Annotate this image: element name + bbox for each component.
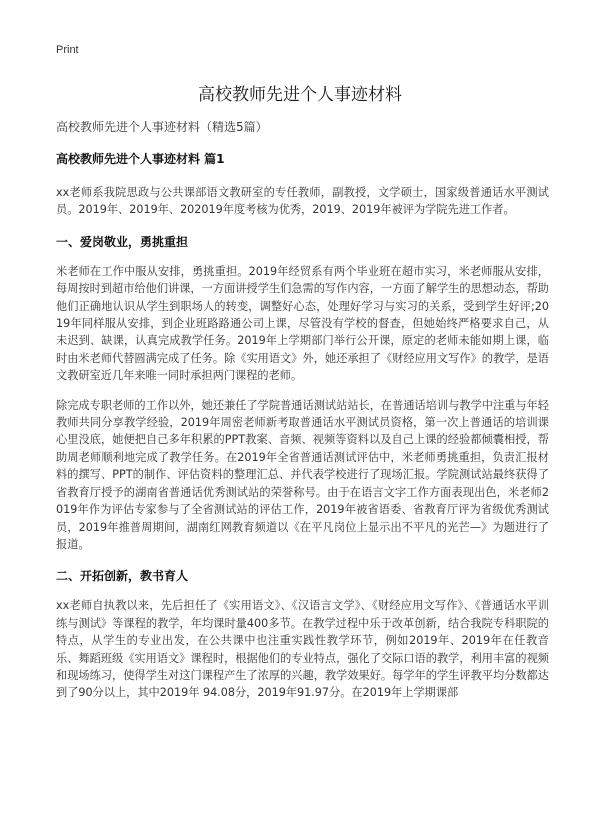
heading-innovation: 二、开拓创新，教书育人	[56, 569, 189, 584]
heading-dedication: 一、爱岗敬业，勇挑重担	[56, 234, 189, 249]
paragraph-3: xx老师自执教以来，先后担任了《实用语文》、《汉语言文学》、《财经应用文写作》、《普通话水平训练与测试》等课程的教学，年均课时量400多节。在教学过程中乐于改革创新，结合我院专科职院的特点，从学生的专业出发，在公共课中也注重实践性教学环节，例如2019年、2019年在任教音乐、舞蹈班级《实用语文》课程时，根据他们的专业特点，强化了交际口语的教学，利用丰富的视频和现场练习，使得学生对这门课程产生了浓厚的兴趣，教学效果好。每学年的学生评教平均分数都达到了90分以上，其中2019年 94.08分，2019年91.97分。在2019年上学期课部	[56, 599, 549, 700]
document-title: 高校教师先进个人事迹材料	[198, 85, 402, 105]
paragraph-1: 米老师在工作中服从安排，勇挑重担。2019年经贸系有两个毕业班在超市实习，米老师服从安排，每周按时到超市给他们讲课，一方面讲授学生们急需的写作内容，一方面了解学生的思想动态，帮助他们正确地认识从学生到职场人的转变，调整好心态，处理好学习与实习的关系，受到学生好评;2019年同样服从安排，到企业班路路通公司上课，尽管没有学校的督查，但她始终严格要求自己，从未迟到、缺课，认真完成教学任务。2019年上学期部门举行公开课，原定的老师未能如期上课，临时由米老师代替圆满完成了任务。除《实用语文》外，她还承担了《财经应用文写作》的教学，是语文教研室近几年来唯一同时承担两门课程的老师。	[56, 264, 549, 383]
document-content	[56, 150, 549, 714]
paragraph-2: 除完成专职老师的工作以外，她还兼任了学院普通话测试站站长，在普通话培训与教学中注重与年轻教师共同分享教学经验，2019年周密老师新考取普通话水平测试员资格，第一次上普通话的培训课心里没底，她便把自己多年积累的PPT教案、音频、视频等资料以及自己上课的经验都倾囊相授，帮助周老师顺利地完成了教学任务。在2019年全省普通话测试评估中，米老师勇挑重担，负责汇报材料的撰写、PPT的制作、评估资料的整理汇总、并代表学校进行了现场汇报。学院测试站最终获得了省教育厅授予的湖南省普通话优秀测试站的荣誉称号。由于在语言文字工作方面表现出色，米老师2019年作为评估专家参与了全省测试站的评估工作，2019年被省语委、省教育厅评为省级优秀测试员，2019年推普周期间，湖南红网教育频道以《在平凡岗位上显示出不平凡的光芒—》为题进行了报道。	[56, 398, 549, 551]
section-title: 高校教师先进个人事迹材料 篇1	[56, 152, 225, 166]
intro-paragraph: xx老师系我院思政与公共课部语文教研室的专任教师，副教授，文学硕士，国家级普通话水平测试员。2019年、2019年、202019年度考核为优秀，2019、2019年被评为学院先进工作者。	[56, 186, 549, 217]
document-subtitle: 高校教师先进个人事迹材料（精选5篇）	[56, 120, 268, 134]
print-link[interactable]: Print	[56, 44, 79, 56]
